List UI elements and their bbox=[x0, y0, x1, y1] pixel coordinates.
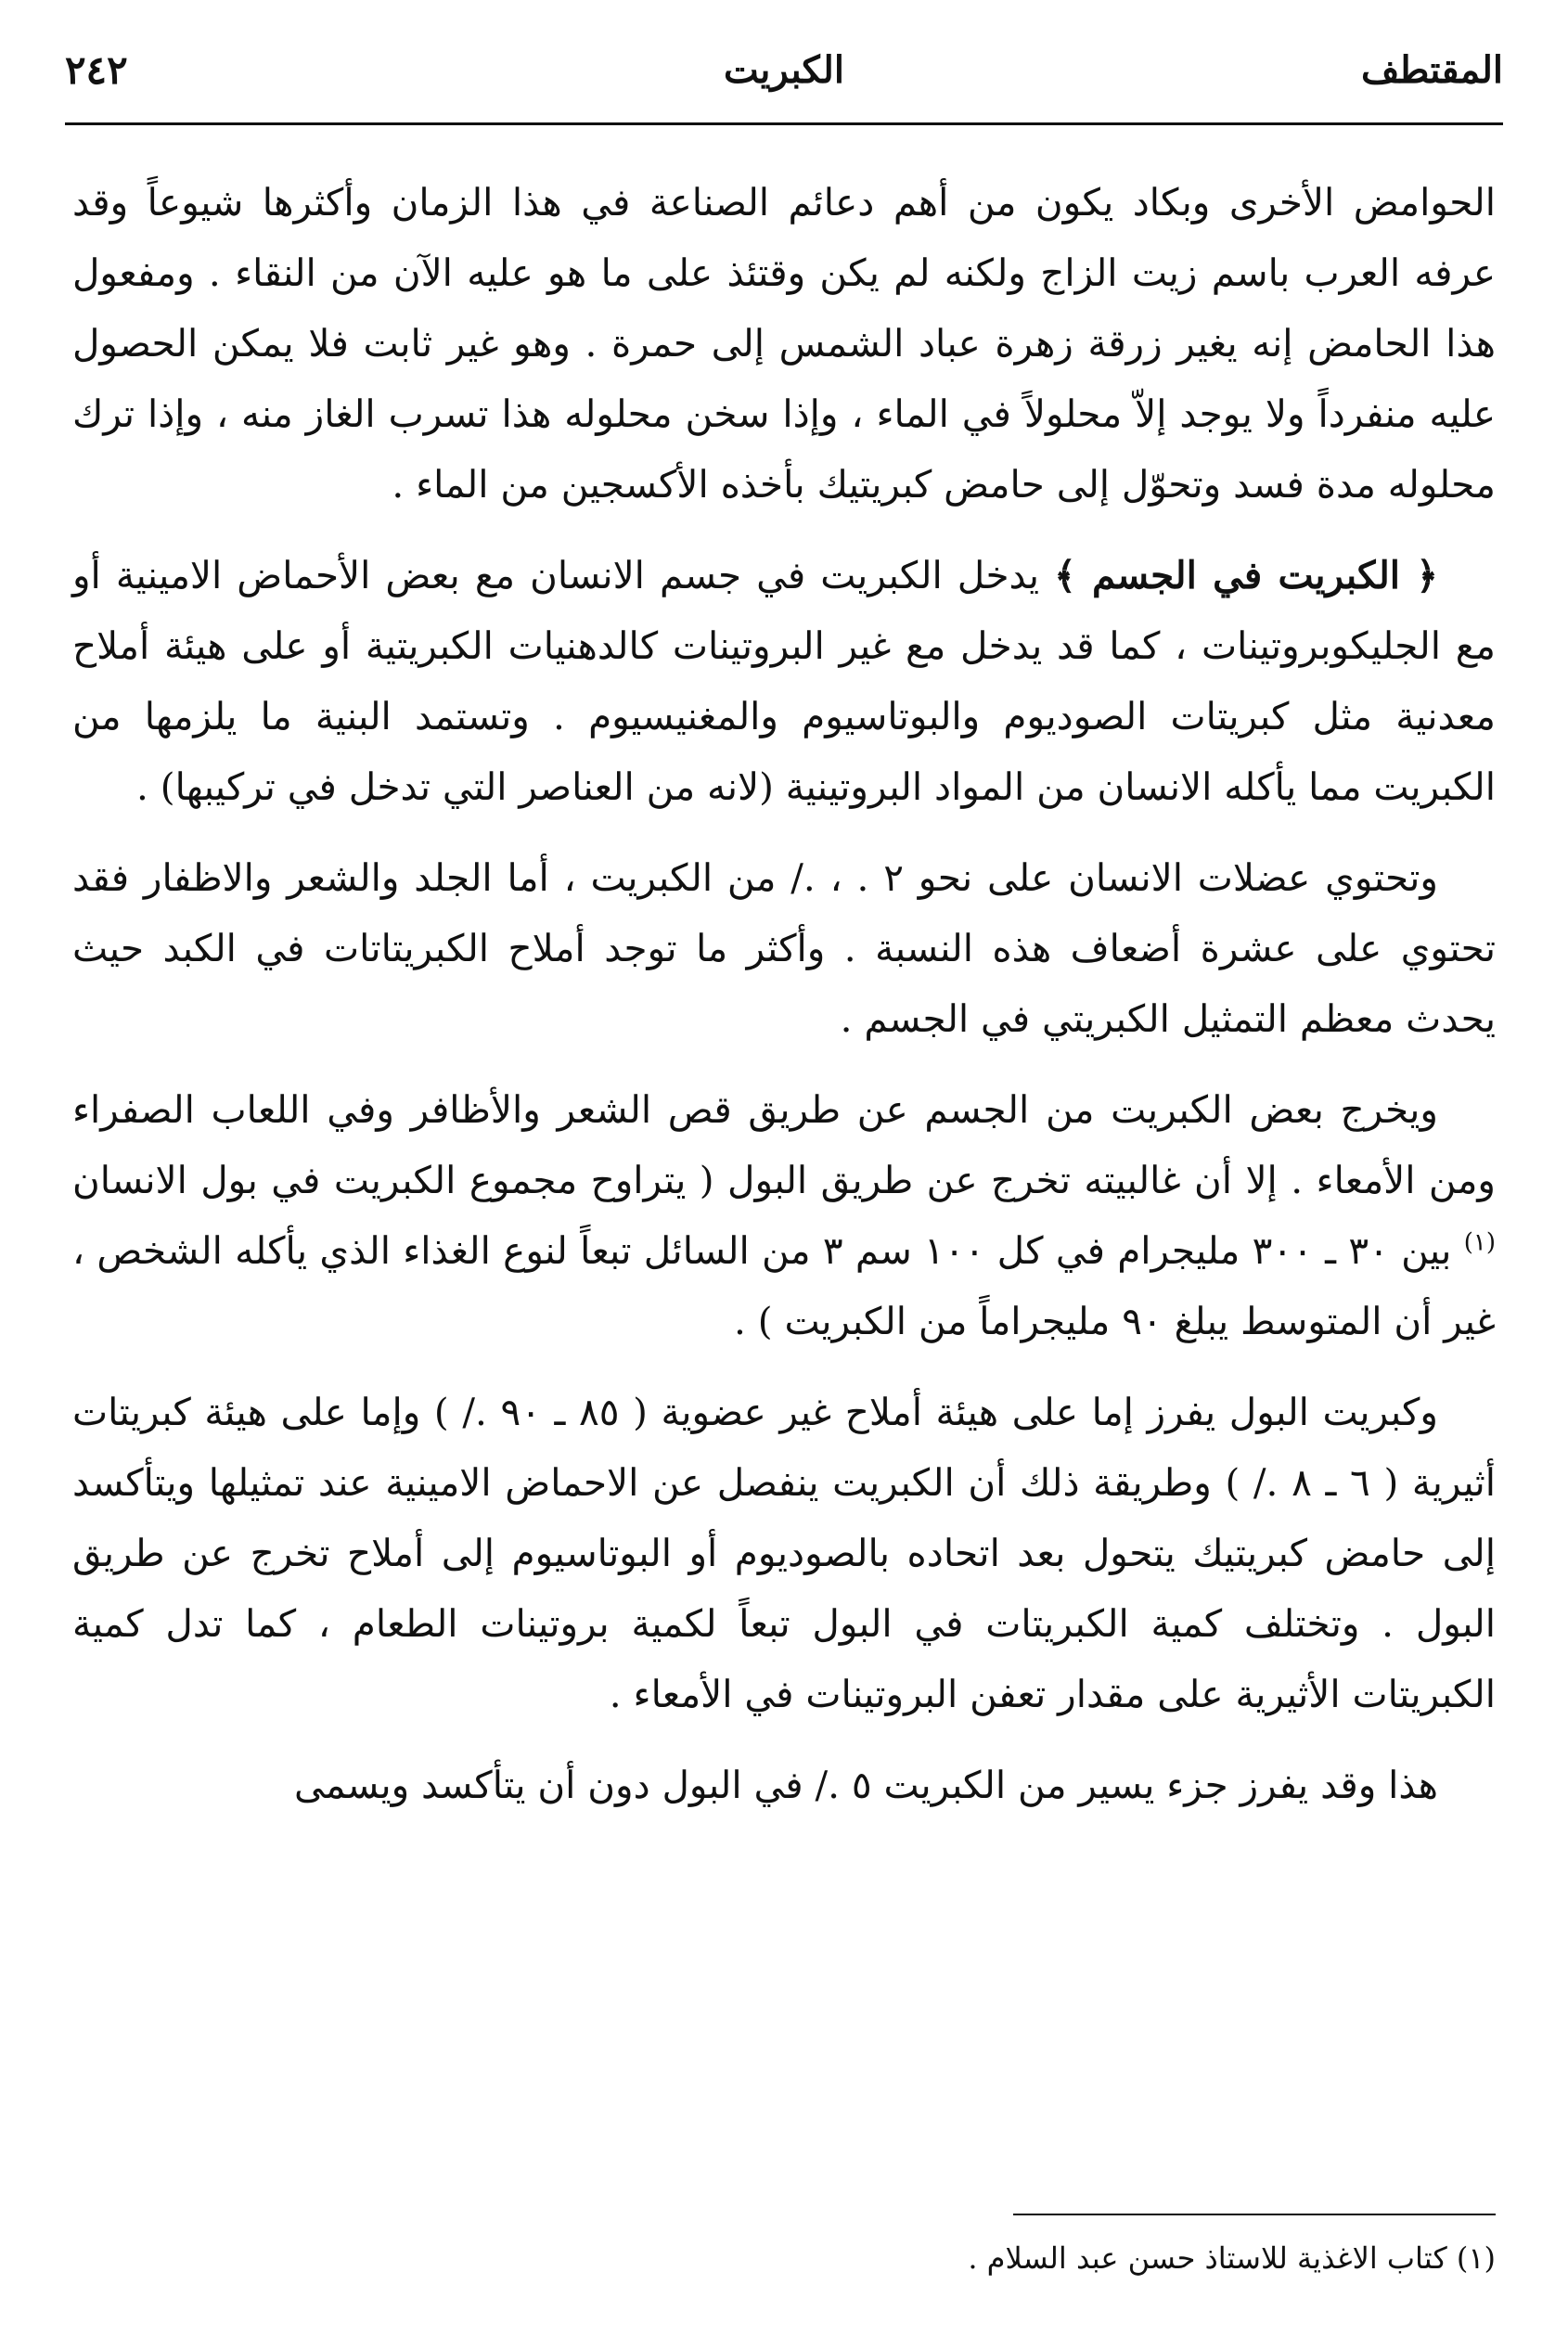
paragraph-text: الحوامض الأخرى وبكاد يكون من أهم دعائم الصناعة في هذا الزمان وأكثرها شيوعاً وقد عرفه العرب باسم زيت الزاج ولكنه لم يكن وقتئذ على ما هو عليه الآن من النقاء . ومفعول هذا الحامض إنه يغير زرقة زهرة عباد الشمس إلى حمرة . وهو غير ثابت فلا يمكن الحصول عليه منفرداً ولا يوجد إلاّ محلولاً في الماء ، وإذا سخن محلوله هذا تسرب الغاز منه ، وإذا ترك محلوله مدة فسد وتحوّل إلى حامض كبريتيك بأخذه الأكسجين من الماء . bbox=[72, 180, 1496, 507]
paragraph-continuation bbox=[72, 1750, 1496, 1820]
page-number: ٢٤٢ bbox=[65, 46, 128, 93]
header-rule bbox=[65, 122, 1503, 125]
paragraph-text: وتحتوي عضلات الانسان على نحو ٢ . ، ./ من الكبريت ، أما الجلد والشعر والاظفار فقد تحتوي على عشرة أضعاف هذه النسبة . وأكثر ما توجد أملاح الكبريتاتات في الكبد حيث يحدث معظم التمثيل الكبريتي في الجسم . bbox=[72, 855, 1496, 1041]
paragraph-sulfuric-acid bbox=[72, 167, 1496, 520]
paragraph-text: ويخرج بعض الكبريت من الجسم عن طريق قص الشعر والأظافر وفي اللعاب الصفراء ومن الأمعاء . إلا أن غالبيته تخرج عن طريق البول ( يتراوح مجموع الكبريت في بول الانسان bbox=[72, 1087, 1496, 1202]
journal-name: المقتطف bbox=[1361, 47, 1503, 92]
paragraph-excretion bbox=[72, 1074, 1496, 1356]
paragraph-urine-sulfur bbox=[72, 1377, 1496, 1729]
running-head bbox=[65, 37, 1503, 102]
paragraph-text: وكبريت البول يفرز إما على هيئة أملاح غير عضوية ( ٨٥ ـ ٩٠ ./ ) وإما على هيئة كبريتات أثيرية ( ٦ ـ ٨ ./ ) وطريقة ذلك أن الكبريت ينفصل عن الاحماض الامينية عند تمثيلها ويتأكسد إلى حامض كبريتيك يتحول بعد اتحاده بالصوديوم أو البوتاسيوم إلى أملاح تخرج عن طريق البول . وتختلف كمية الكبريتات في البول تبعاً لكمية بروتينات الطعام ، كما تدل كمية الكبريتات الأثيرية على مقدار تعفن البروتينات في الأمعاء . bbox=[72, 1390, 1496, 1716]
footnote-reference: (١) bbox=[1463, 1228, 1496, 1257]
paragraph-muscle-content bbox=[72, 842, 1496, 1054]
paragraph-text: يدخل الكبريت في جسم الانسان مع بعض الأحماض الامينية أو مع الجليكوبروتينات ، كما قد يدخل مع غير البروتينات كالدهنيات الكبريتية أو على هيئة أملاح معدنية مثل كبريتات الصوديوم والبوتاسيوم والمغنيسيوم . وتستمد البنية ما يلزمها من الكبريت مما يأكله الانسان من المواد البروتينية (لانه من العناصر التي تدخل في تركيبها) . bbox=[72, 553, 1496, 809]
footnote: (١) كتاب الاغذية للاستاذ حسن عبد السلام . bbox=[968, 2240, 1496, 2276]
footnote-rule bbox=[1013, 2214, 1496, 2215]
section-heading: ﴿ الكبريت في الجسم ﴾ bbox=[1054, 553, 1439, 597]
chapter-title: الكبريت bbox=[724, 47, 844, 92]
paragraph-text: بين ٣٠ ـ ٣٠٠ مليجرام في كل ١٠٠ سم ٣ من السائل تبعاً لنوع الغذاء الذي يأكله الشخص ، غير أن المتوسط يبلغ ٩٠ مليجراماً من الكبريت ) . bbox=[72, 1228, 1496, 1343]
paragraph-sulfur-in-body bbox=[72, 540, 1496, 822]
body-text bbox=[72, 167, 1496, 1841]
paragraph-text: هذا وقد يفرز جزء يسير من الكبريت ٥ ./ في البول دون أن يتأكسد ويسمى bbox=[294, 1763, 1438, 1807]
